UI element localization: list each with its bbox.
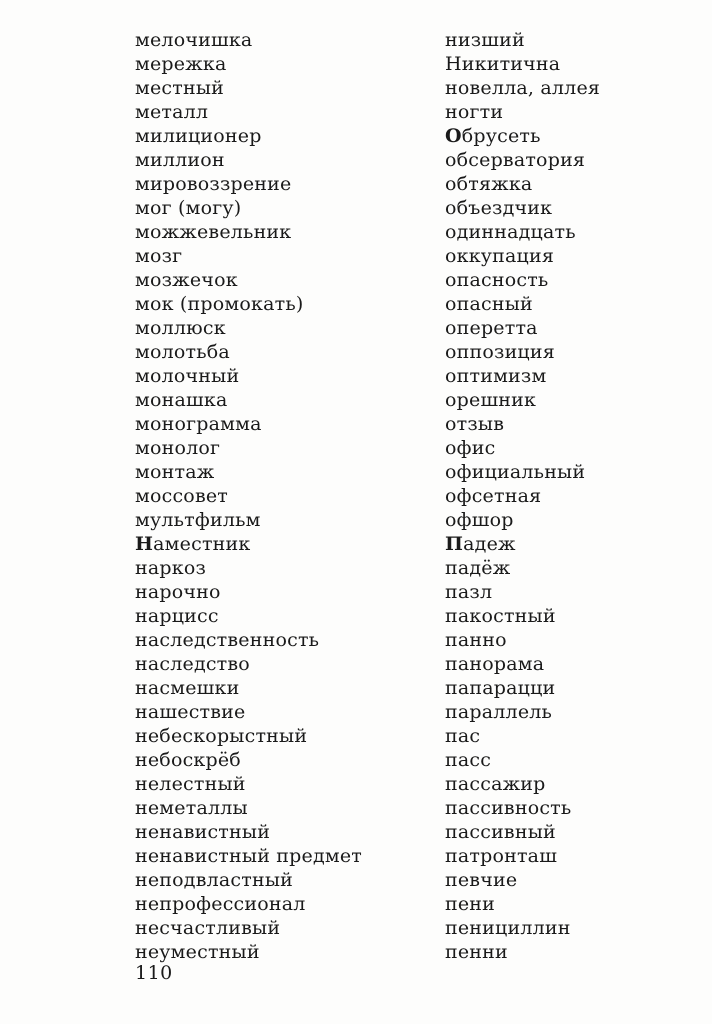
word-entry: мозжечок [135,269,238,291]
word-entry: пасс [445,749,492,771]
word-entry: наследственность [135,629,320,651]
word-entry: параллель [445,701,553,723]
word-entry: панорама [445,653,545,675]
word-entry: пассивность [445,797,572,819]
word-entry: оптимизм [445,365,547,387]
word-entry: оперетта [445,317,538,339]
word-entry: пассивный [445,821,556,843]
word-entry: ногти [445,101,504,123]
word-entry: моссовет [135,485,228,507]
word-entry: неподвластный [135,869,294,891]
word-entry: Наместник [135,533,251,555]
word-entry: молотьба [135,341,230,363]
word-entry: оккупация [445,245,555,267]
word-entry: мозг [135,245,183,267]
word-entry: Обрусеть [445,125,541,147]
word-entry: монашка [135,389,228,411]
word-entry: насмешки [135,677,240,699]
word-entry: низший [445,29,525,51]
word-entry: непрофессионал [135,893,306,915]
word-entry: можжевельник [135,221,292,243]
word-entry: небескорыстный [135,725,308,747]
word-entry: наследство [135,653,250,675]
word-entry: металл [135,101,209,123]
word-entry: моллюск [135,317,226,339]
word-entry: официальный [445,461,586,483]
word-entry: обсерватория [445,149,586,171]
word-entry: одиннадцать [445,221,576,243]
word-entry: певчие [445,869,518,891]
word-entry: пени [445,893,496,915]
word-entry: мережка [135,53,227,75]
word-entry: папарацци [445,677,556,699]
word-entry: пас [445,725,481,747]
word-entry: милиционер [135,125,262,147]
word-entry: опасный [445,293,533,315]
word-entry: неметаллы [135,797,248,819]
word-entry: пазл [445,581,493,603]
word-entry: отзыв [445,413,505,435]
word-entry: монтаж [135,461,215,483]
word-list-left [135,28,362,964]
word-entry: Никитична [445,53,561,75]
word-entry: офис [445,437,496,459]
word-entry: мог (могу) [135,197,242,219]
word-entry: нашествие [135,701,246,723]
word-entry: пакостный [445,605,556,627]
word-entry: новелла, аллея [445,77,601,99]
word-entry: пенициллин [445,917,571,939]
word-entry: патронташ [445,845,558,867]
word-entry: наркоз [135,557,207,579]
word-entry: обтяжка [445,173,533,195]
word-entry: офсетная [445,485,542,507]
word-entry: местный [135,77,225,99]
word-entry: небоскрёб [135,749,241,771]
word-list-right [445,28,600,964]
word-entry: нарцисс [135,605,219,627]
word-entry: ненавистный предмет [135,845,363,867]
word-entry: мировоззрение [135,173,292,195]
word-entry: панно [445,629,507,651]
word-entry: монограмма [135,413,262,435]
word-entry: неуместный [135,941,260,963]
word-entry: опасность [445,269,549,291]
word-entry: нарочно [135,581,221,603]
word-entry: орешник [445,389,537,411]
word-entry: несчастливый [135,917,281,939]
word-entry: пенни [445,941,508,963]
word-entry: ненавистный [135,821,271,843]
word-entry: молочный [135,365,240,387]
page-number: 110 [135,962,173,984]
word-entry: падёж [445,557,511,579]
word-entry: мок (промокать) [135,293,304,315]
word-entry: Падеж [445,533,516,555]
word-entry: нелестный [135,773,246,795]
word-entry: мелочишка [135,29,253,51]
word-entry: офшор [445,509,514,531]
word-entry: миллион [135,149,225,171]
word-entry: мультфильм [135,509,261,531]
word-entry: оппозиция [445,341,555,363]
word-entry: монолог [135,437,221,459]
word-entry: объездчик [445,197,553,219]
word-entry: пассажир [445,773,546,795]
